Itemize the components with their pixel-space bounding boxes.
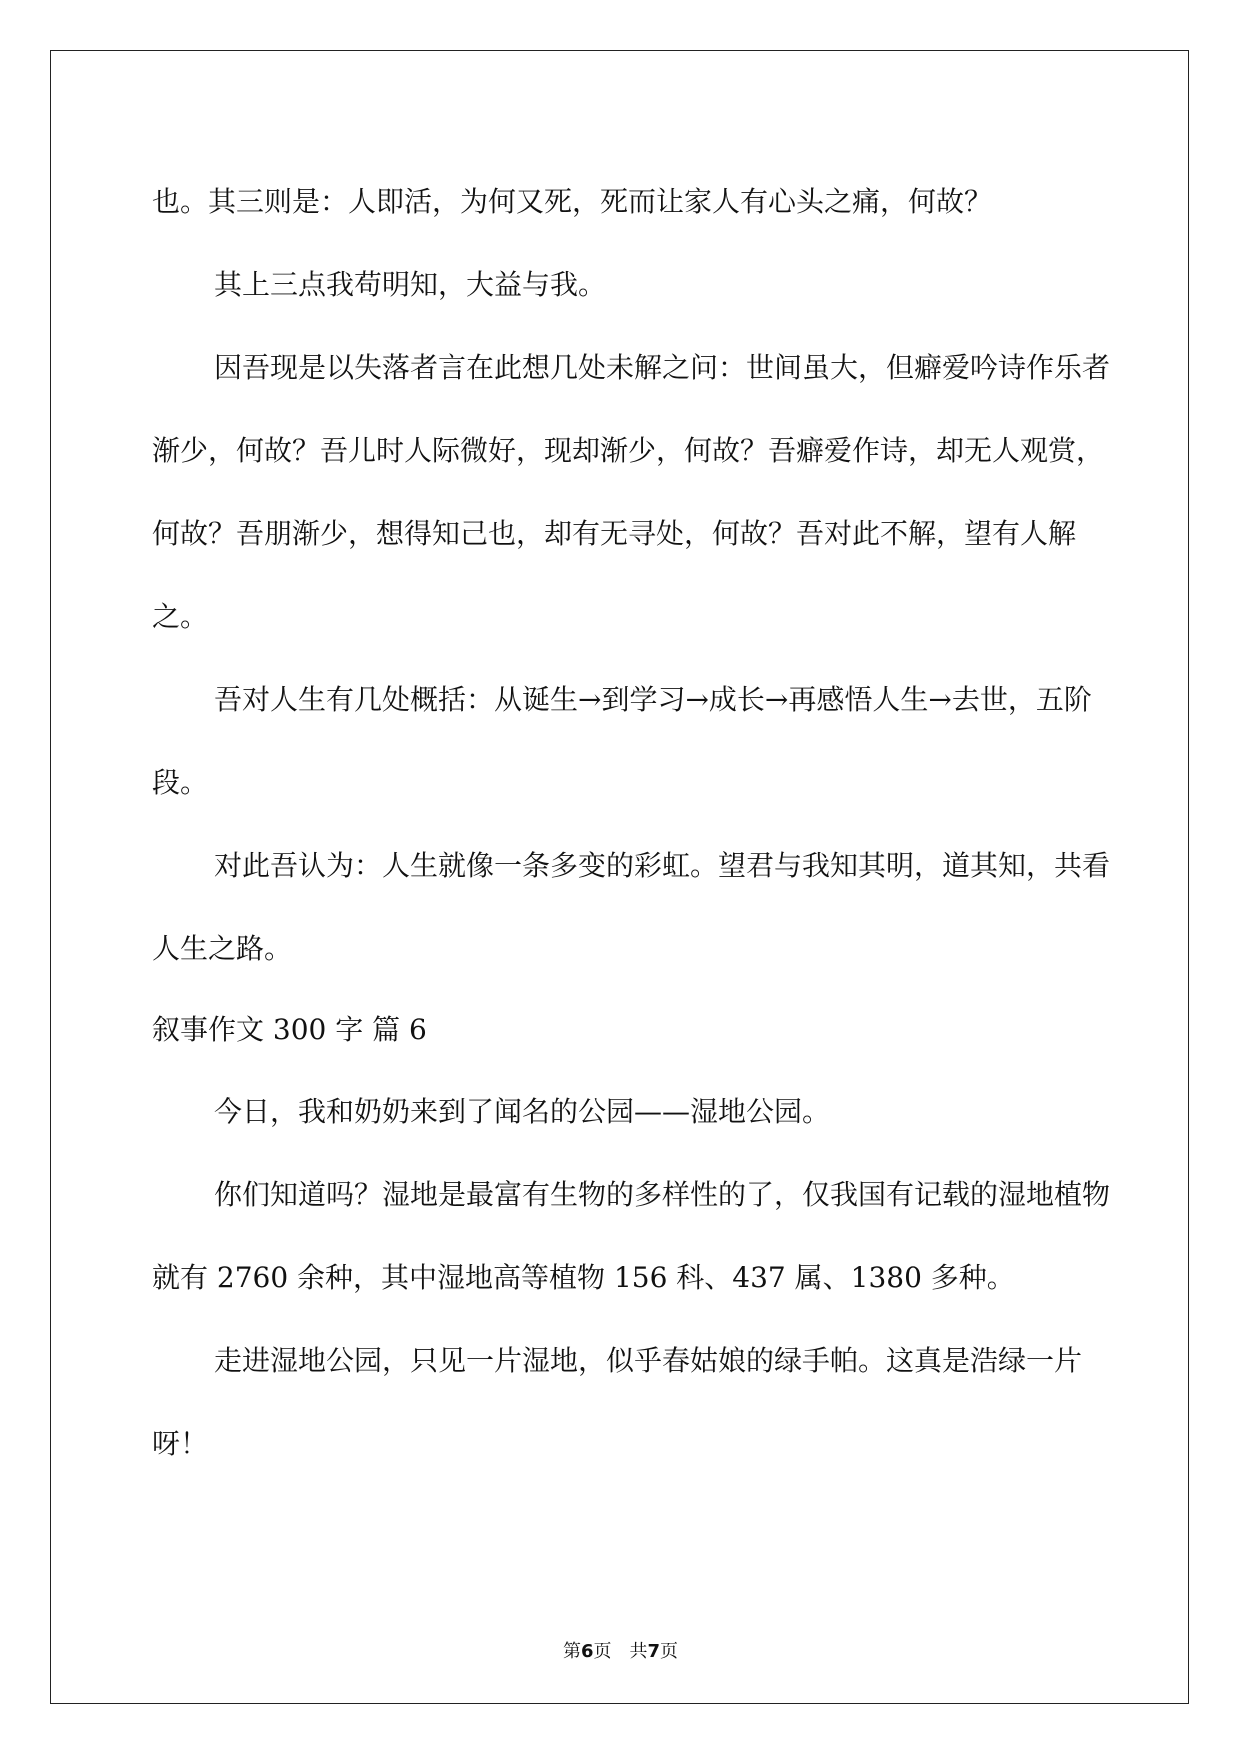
paragraph: 因吾现是以失落者言在此想几处未解之问：世间虽大，但癖爱吟诗作乐者渐少，何故？吾儿时人际微好，现却渐少，何故？吾癖爱作诗，却无人观赏，何故？吾朋渐少，想得知己也，却有无寻处，何故？吾对此不解，望有人解之。 bbox=[152, 351, 1111, 633]
document-body bbox=[152, 160, 1112, 1485]
paragraph: 今日，我和奶奶来到了闻名的公园——湿地公园。 bbox=[214, 1095, 831, 1128]
paragraph: 对此吾认为：人生就像一条多变的彩虹。望君与我知其明，道其知，共看人生之路。 bbox=[152, 849, 1111, 965]
paragraph: 你们知道吗？湿地是最富有生物的多样性的了，仅我国有记载的湿地植物就有 2760 余种，其中湿地高等植物 156 科、437 属、1380 多种。 bbox=[152, 1178, 1111, 1294]
section-heading: 叙事作文 300 字 篇 6 bbox=[152, 1013, 427, 1046]
total-page-number: 7 bbox=[647, 1641, 661, 1662]
footer-mid: 页 共 bbox=[593, 1641, 648, 1662]
paragraph: 也。其三则是：人即活，为何又死，死而让家人有心头之痛，何故？ bbox=[152, 185, 993, 218]
paragraph: 其上三点我苟明知，大益与我。 bbox=[214, 268, 607, 301]
paragraph: 走进湿地公园，只见一片湿地，似乎春姑娘的绿手帕。这真是浩绿一片呀！ bbox=[152, 1344, 1083, 1460]
page-footer bbox=[0, 1637, 1241, 1663]
current-page-number: 6 bbox=[580, 1641, 594, 1662]
footer-prefix: 第 bbox=[562, 1641, 581, 1662]
paragraph: 吾对人生有几处概括：从诞生→到学习→成长→再感悟人生→去世，五阶段。 bbox=[152, 683, 1092, 799]
footer-suffix: 页 bbox=[660, 1641, 679, 1662]
